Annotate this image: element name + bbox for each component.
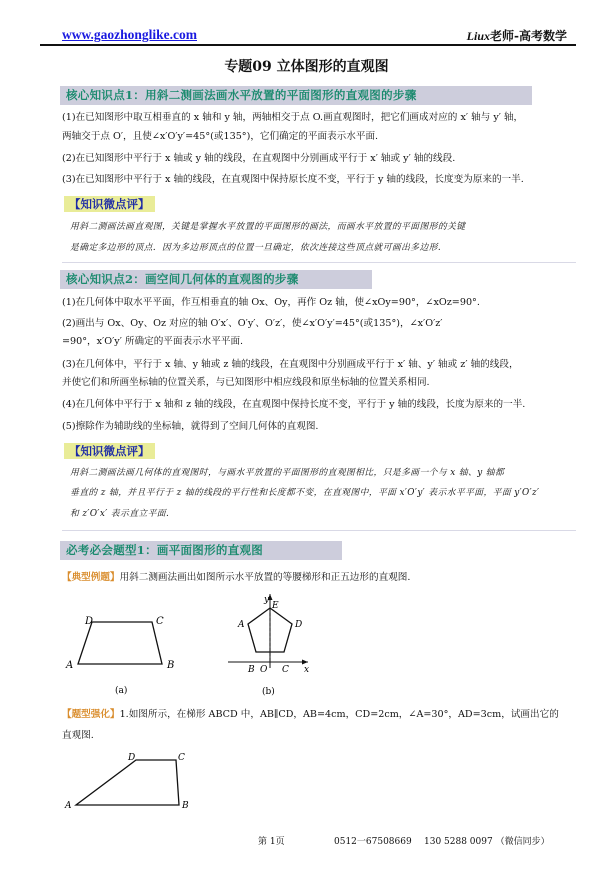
s2-line-6: (4)在几何体中平行于 x 轴和 z 轴的线段，在直观图中保持长度不变，平行于 y 轴的线段，长度为原来的一半. [62,399,526,410]
s2-tip-label: 【知识微点评】 [64,443,155,459]
drill-label: 【题型强化】 [62,709,120,720]
s1-tip-line-2: 是确定多边形的顶点．因为多边形顶点的位置一旦确定，依次连接这些顶点就可画出多边形. [70,243,442,253]
trapezoid-shape [78,622,162,664]
section1-heading: 核心知识点1：用斜二测画法画水平放置的平面图形的直观图的步骤 [60,86,532,105]
example-text: 用斜二测画法画出如图所示水平放置的等腰梯形和正五边形的直观图. [119,572,411,583]
s2-line-3: =90°，x′O′y′ 所确定的平面表示水平平面. [62,336,244,347]
fig-c-label-C: C [178,753,185,763]
x-axis-arrow [302,660,308,665]
brand-name: Liux [466,29,491,43]
fig-b-label-O: O [260,665,268,675]
s1-line-3: (2)在已知图形中平行于 x 轴或 y 轴的线段，在直观图中分别画成平行于 x′ 轴或 y′ 轴的线段. [62,153,456,164]
fig-a-label-A: A [66,660,74,671]
header-brand [467,27,567,44]
header-divider [40,44,576,46]
fig-b-label-E: E [272,601,279,611]
figure-c-trapezoid [64,750,194,816]
fig-b-label-C: C [282,665,289,675]
brand-subtitle: 老师-高考数学 [490,29,567,43]
s2-line-1: (1)在几何体中取水平平面，作互相垂直的轴 Ox、Oy，再作 Oz 轴，使∠xOy=90°，∠xOz=90°. [62,297,480,308]
fig-a-label-D: D [85,616,94,627]
s1-line-2: 两轴交于点 O′，且使∠x′O′y′=45°(或135°)，它们确定的平面表示水平面. [62,131,379,142]
fig-a-caption: (a) [115,686,128,696]
s2-line-5: 并使它们和所画坐标轴的位置关系，与已知图形中相应线段和原坐标轴的位置关系相同. [62,377,430,388]
s1-line-1: (1)在已知图形中取互相垂直的 x 轴和 y 轴，两轴相交于点 O.画直观图时，把它们画成对应的 x′ 轴与 y′ 轴， [62,112,524,123]
figure-b-pentagon [220,590,320,702]
fig-b-label-y: y [264,595,270,605]
fig-c-label-A: A [65,801,72,811]
footer-page-number: 第 1页 [258,837,285,847]
header-url-link[interactable]: www.gaozhonglike.com [62,27,197,42]
s2-tip-line-3: 和 z′O′x′ 表示直立平面. [70,509,170,519]
s2-tip-line-2: 垂直的 z 轴，并且平行于 z 轴的线段的平行性和长度都不变，在直观图中，平面 x′O′y′ 表示水平平面，平面 y′O′z′ [70,488,540,498]
section2-heading: 核心知识点2：画空间几何体的直观图的步骤 [60,270,372,289]
example-label: 【典型例题】 [62,572,120,583]
figure-a-trapezoid [64,608,194,700]
s2-line-2: (2)画出与 Ox、Oy、Oz 对应的轴 O′x′、O′y′、O′z′，使∠x′O′y′=45°(或135°)，∠x′O′z′ [62,318,443,329]
section3-heading: 必考必会题型1：画平面图形的直观图 [60,541,342,560]
footer-phone-landline: 0512一67508669 [334,837,412,847]
fig-b-caption: (b) [262,687,275,697]
drill-line-2: 直观图. [62,730,94,741]
s2-line-7: (5)擦除作为辅助线的坐标轴，就得到了空间几何体的直观图. [62,421,319,432]
trapezoid-c-shape [76,760,179,805]
fig-b-label-D: D [295,620,303,630]
footer-phone-mobile: 130 5288 0097 （微信同步） [424,837,550,847]
fig-b-label-B: B [248,665,255,675]
fig-a-label-B: B [167,660,175,671]
fig-c-label-D: D [128,753,136,763]
s2-tip-line-1: 用斜二测画法画几何体的直观图时，与画水平放置的平面图形的直观图相比，只是多画一个与 x 轴、y 轴都 [70,468,505,478]
s2-line-4: (3)在几何体中，平行于 x 轴、y 轴或 z 轴的线段，在直观图中分别画成平行于 x′ 轴、y′ 轴或 z′ 轴的线段， [62,359,519,370]
drill-line-1 [62,708,582,722]
fig-a-label-C: C [156,616,164,627]
fig-b-label-A: A [238,620,245,630]
s1-divider [62,262,576,263]
fig-b-label-x: x [304,665,310,675]
fig-c-label-B: B [182,801,189,811]
s1-tip-label: 【知识微点评】 [64,196,155,212]
page-title: 专题09 立体图形的直观图 [224,59,389,75]
example-line [62,571,582,585]
s1-line-4: (3)在已知图形中平行于 x 轴的线段，在直观图中保持原长度不变，平行于 y 轴的线段，长度变为原来的一半. [62,174,524,185]
s1-tip-line-1: 用斜二测画法画直观图，关键是掌握水平放置的平面图形的画法，而画水平放置的平面图形的关键 [70,222,466,232]
s2-divider [62,530,576,531]
drill-text: 1.如图所示，在梯形 ABCD 中，AB∥CD，AB=4cm，CD=2cm，∠A=30°，AD=3cm，试画出它的 [119,709,559,720]
